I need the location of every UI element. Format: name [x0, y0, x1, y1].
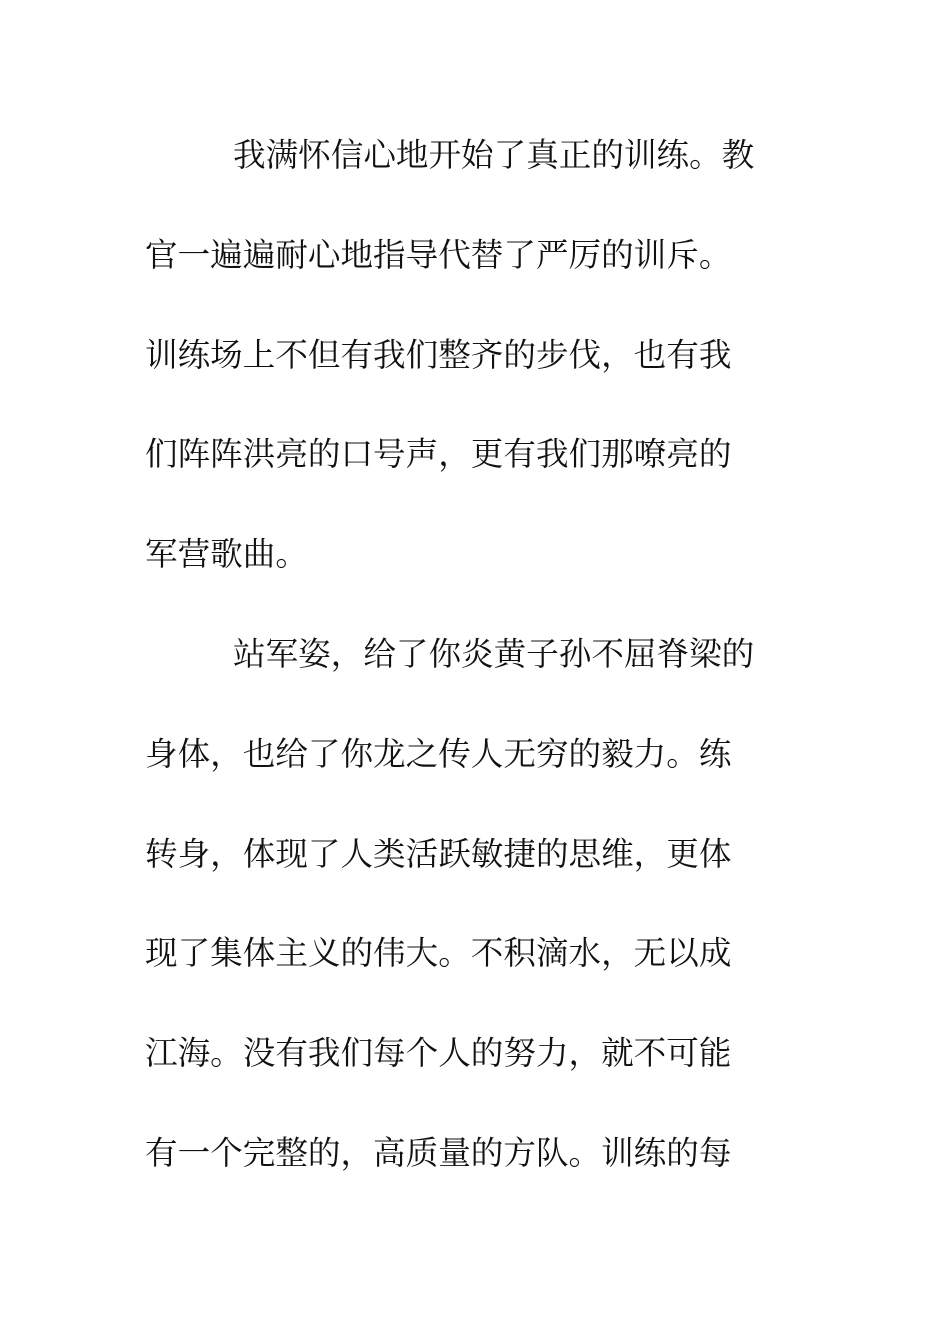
paragraph-1-line-4: 们阵阵洪亮的口号声，更有我们那嘹亮的	[145, 435, 732, 474]
paragraph-2-line-3: 转身，体现了人类活跃敏捷的思维，更体	[145, 834, 732, 873]
paragraph-1-line-1: 我满怀信心地开始了真正的训练。教	[233, 136, 755, 174]
paragraph-2-line-6: 有一个完整的，高质量的方队。训练的每	[145, 1133, 732, 1172]
paragraph-1-line-2: 官一遍遍耐心地指导代替了严厉的训斥。	[145, 235, 732, 274]
paragraph-2-line-1: 站军姿，给了你炎黄子孙不屈脊梁的	[233, 634, 755, 673]
paragraph-1-line-5: 军营歌曲。	[145, 535, 308, 574]
body-text	[145, 127, 805, 1225]
paragraph-1-line-3: 训练场上不但有我们整齐的步伐，也有我	[145, 335, 732, 374]
paragraph-2-line-2: 身体，也给了你龙之传人无穷的毅力。练	[145, 734, 732, 773]
paragraph-2-line-5: 江海。没有我们每个人的努力，就不可能	[145, 1034, 732, 1073]
paragraph-2-line-4: 现了集体主义的伟大。不积滴水，无以成	[145, 934, 732, 973]
